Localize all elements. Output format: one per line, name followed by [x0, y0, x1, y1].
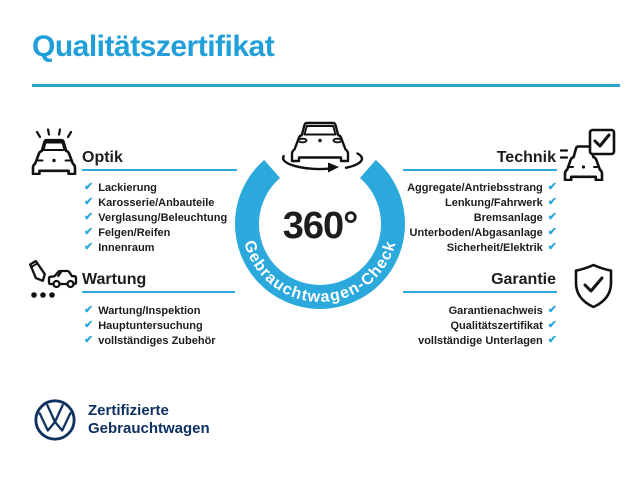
check-icon: ✔ — [84, 211, 94, 223]
checklist-item-label: Garantienachweis — [448, 304, 543, 317]
section-divider-technik — [403, 169, 557, 171]
check-icon: ✔ — [547, 226, 557, 238]
badge-ring-label: Gebrauchtwagen-Check — [240, 238, 400, 307]
section-title-optik: Optik — [82, 149, 123, 166]
check-icon: ✔ — [84, 196, 94, 208]
check-icon: ✔ — [547, 181, 557, 193]
checklist-optik — [84, 180, 227, 255]
brand-line-1: Zertifizierte — [88, 402, 169, 419]
car-shine-icon — [28, 127, 80, 175]
check-icon: ✔ — [84, 334, 94, 346]
vw-logo — [33, 398, 77, 442]
check-icon: ✔ — [84, 226, 94, 238]
checklist-item — [84, 195, 227, 210]
checklist-item-label: Wartung/Inspektion — [98, 304, 201, 317]
section-title-garantie: Garantie — [491, 271, 556, 288]
checklist-item — [474, 210, 557, 225]
checklist-item — [84, 210, 227, 225]
checklist-item-label: Unterboden/Abgasanlage — [409, 226, 543, 239]
check-icon: ✔ — [547, 196, 557, 208]
checklist-item — [445, 195, 557, 210]
checklist-item-label: Sicherheit/Elektrik — [446, 241, 543, 254]
checklist-item-label: Bremsanlage — [473, 211, 543, 224]
check-icon: ✔ — [84, 319, 94, 331]
badge-degree-label: 360° — [282, 205, 358, 247]
check-icon: ✔ — [547, 241, 557, 253]
title-divider — [32, 84, 620, 87]
checklist-item — [84, 318, 216, 333]
checklist-item-label: Karosserie/Anbauteile — [98, 196, 215, 209]
brand-line-2: Gebrauchtwagen — [88, 420, 210, 437]
check-360-badge — [225, 110, 415, 315]
checklist-item — [449, 303, 557, 318]
checklist-item — [84, 303, 216, 318]
checklist-item-label: Felgen/Reifen — [98, 226, 171, 239]
checklist-item — [84, 225, 227, 240]
check-icon: ✔ — [547, 304, 557, 316]
check-icon: ✔ — [84, 181, 94, 193]
checklist-item-label: Innenraum — [98, 241, 155, 254]
checklist-item — [410, 225, 557, 240]
checklist-item-label: Qualitätszertifikat — [450, 319, 543, 332]
checklist-item — [84, 240, 227, 255]
check-icon: ✔ — [547, 211, 557, 223]
checklist-technik — [407, 180, 557, 255]
section-divider-garantie — [403, 291, 557, 293]
car-rotate-360-icon — [283, 123, 362, 173]
section-title-technik: Technik — [496, 149, 556, 166]
checklist-item — [407, 180, 557, 195]
section-divider-optik — [82, 169, 237, 171]
checklist-item — [84, 333, 216, 348]
checklist-item-label: Verglasung/Beleuchtung — [98, 211, 228, 224]
checklist-item-label: vollständiges Zubehör — [98, 334, 216, 347]
shield-check-icon — [571, 262, 613, 310]
checklist-wartung — [84, 303, 216, 348]
car-checkbox-icon — [560, 127, 618, 181]
section-divider-wartung — [82, 291, 235, 293]
checklist-item-label: Hauptuntersuchung — [98, 319, 203, 332]
check-icon: ✔ — [84, 241, 94, 253]
checklist-item — [450, 318, 557, 333]
checklist-item-label: vollständige Unterlagen — [418, 334, 543, 347]
checklist-garantie — [418, 303, 557, 348]
checklist-item-label: Aggregate/Antriebsstrang — [407, 181, 543, 194]
check-icon: ✔ — [547, 334, 557, 346]
checklist-item — [447, 240, 557, 255]
checklist-item-label: Lenkung/Fahrwerk — [444, 196, 543, 209]
brand-wordmark — [88, 402, 210, 438]
checklist-item — [418, 333, 557, 348]
check-icon: ✔ — [84, 304, 94, 316]
checklist-item-label: Lackierung — [98, 181, 157, 194]
section-title-wartung: Wartung — [82, 271, 147, 288]
checklist-item — [84, 180, 227, 195]
check-icon: ✔ — [547, 319, 557, 331]
service-pen-car-icon — [27, 260, 81, 300]
page-title: Qualitätszertifikat — [32, 30, 275, 63]
